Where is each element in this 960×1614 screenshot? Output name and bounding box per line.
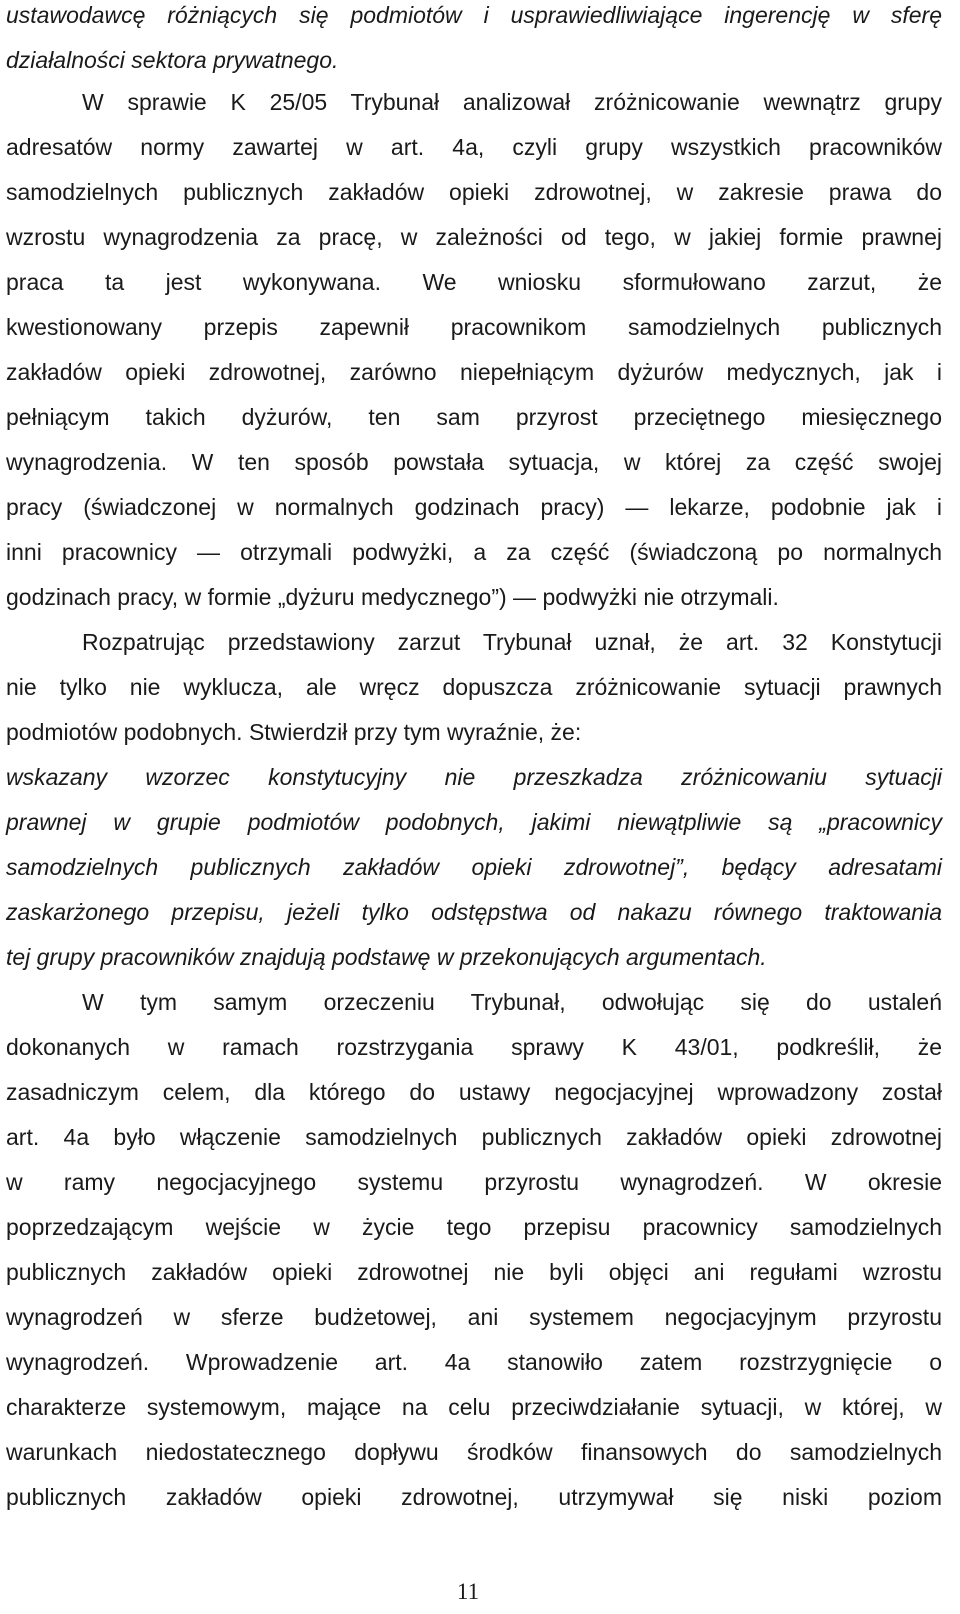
text-line: wzrostu wynagrodzenia za pracę, w zależności od tego, w jakiej formie prawnej — [6, 224, 942, 250]
text-line: w ramy negocjacyjnego systemu przyrostu wynagrodzeń. W okresie — [6, 1169, 942, 1195]
text-line: zaskarżonego przepisu, jeżeli tylko odstępstwa od nakazu równego traktowania — [6, 899, 942, 925]
text-line: samodzielnych publicznych zakładów opieki zdrowotnej”, będący adresatami — [6, 854, 942, 880]
page-number: 11 — [456, 1579, 480, 1604]
text-line: samodzielnych publicznych zakładów opieki zdrowotnej, w zakresie prawa do — [6, 179, 942, 205]
text-line: wynagrodzenia. W ten sposób powstała sytuacja, w której za część swojej — [6, 449, 942, 475]
text-line: ustawodawcę różniących się podmiotów i usprawiedliwiające ingerencję w sferę — [6, 2, 942, 28]
text-line: charakterze systemowym, mające na celu przeciwdziałanie sytuacji, w której, w — [6, 1394, 942, 1420]
text-line: praca ta jest wykonywana. We wniosku sformułowano zarzut, że — [6, 269, 942, 295]
text-line: podmiotów podobnych. Stwierdził przy tym wyraźnie, że: — [6, 719, 582, 745]
text-line: wynagrodzeń. Wprowadzenie art. 4a stanowiło zatem rozstrzygnięcie o — [6, 1349, 942, 1375]
text-line: godzinach pracy, w formie „dyżuru medycznego”) — podwyżki nie otrzymali. — [6, 584, 779, 610]
text-line: pełniącym takich dyżurów, ten sam przyrost przeciętnego miesięcznego — [6, 404, 942, 430]
text-line: dokonanych w ramach rozstrzygania sprawy K 43/01, podkreślił, że — [6, 1034, 942, 1060]
text-line: prawnej w grupie podmiotów podobnych, jakimi niewątpliwie są „pracownicy — [6, 809, 942, 835]
text-line: Rozpatrując przedstawiony zarzut Trybunał uznał, że art. 32 Konstytucji — [82, 629, 942, 655]
text-line: nie tylko nie wyklucza, ale wręcz dopuszcza zróżnicowanie sytuacji prawnych — [6, 674, 942, 700]
text-line: pracy (świadczonej w normalnych godzinach pracy) — lekarze, podobnie jak i — [6, 494, 942, 520]
text-line: kwestionowany przepis zapewnił pracownikom samodzielnych publicznych — [6, 314, 942, 340]
text-line: adresatów normy zawartej w art. 4a, czyli grupy wszystkich pracowników — [6, 134, 942, 160]
text-line: art. 4a było włączenie samodzielnych publicznych zakładów opieki zdrowotnej — [6, 1124, 942, 1150]
text-line: poprzedzającym wejście w życie tego przepisu pracownicy samodzielnych — [6, 1214, 942, 1240]
text-line: zasadniczym celem, dla którego do ustawy negocjacyjnej wprowadzony został — [6, 1079, 942, 1105]
text-line: W sprawie K 25/05 Trybunał analizował zróżnicowanie wewnątrz grupy — [82, 89, 942, 115]
text-line: wynagrodzeń w sferze budżetowej, ani systemem negocjacyjnym przyrostu — [6, 1304, 942, 1330]
text-line: warunkach niedostatecznego dopływu środków finansowych do samodzielnych — [6, 1439, 942, 1465]
text-line: zakładów opieki zdrowotnej, zarówno niepełniącym dyżurów medycznych, jak i — [6, 359, 942, 385]
text-line: tej grupy pracowników znajdują podstawę w przekonujących argumentach. — [6, 944, 767, 970]
text-line: W tym samym orzeczeniu Trybunał, odwołując się do ustaleń — [82, 989, 942, 1015]
text-line: wskazany wzorzec konstytucyjny nie przeszkadza zróżnicowaniu sytuacji — [6, 764, 942, 790]
text-line: publicznych zakładów opieki zdrowotnej nie byli objęci ani regułami wzrostu — [6, 1259, 942, 1285]
text-line: inni pracownicy — otrzymali podwyżki, a za część (świadczoną po normalnych — [6, 539, 942, 565]
text-line: działalności sektora prywatnego. — [6, 47, 339, 73]
text-line: publicznych zakładów opieki zdrowotnej, utrzymywał się niski poziom — [6, 1484, 942, 1510]
